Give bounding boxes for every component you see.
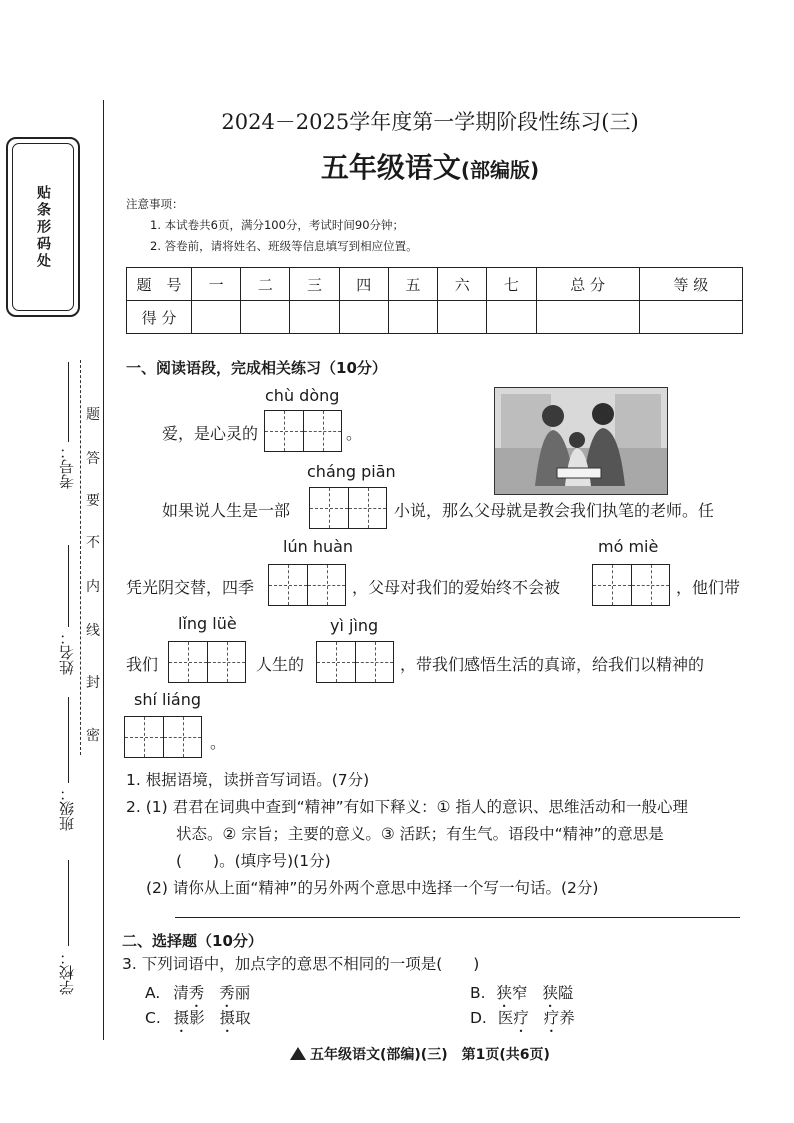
exam-no-field[interactable] (68, 362, 69, 442)
seal-char: 题 (86, 407, 100, 423)
score-header-cell: 一 (192, 268, 241, 301)
class-field[interactable] (68, 697, 69, 783)
family-reading-image (495, 388, 667, 494)
passage-text: 。 (346, 424, 363, 443)
notes (126, 194, 418, 257)
pinyin-ling-lue: lǐng lüè (178, 614, 237, 633)
score-table (126, 267, 743, 334)
class-label: 班级： (58, 786, 76, 831)
score-cell[interactable] (487, 301, 536, 334)
score-cell[interactable] (290, 301, 339, 334)
question-1: 1. 根据语境，读拼音写词语。(7分) (126, 771, 370, 789)
option-a[interactable]: A. 清秀 秀丽 (145, 984, 251, 1002)
score-header-cell: 三 (290, 268, 339, 301)
option-d[interactable]: D. 医疗 疗养 (470, 1009, 575, 1027)
seal-char: 答 (86, 451, 100, 467)
score-cell[interactable] (339, 301, 388, 334)
answer-grid-ling-lue[interactable] (168, 641, 246, 683)
question-2-2: (2) 请你从上面“精神”的另外两个意思中选择一个写一句话。(2分) (146, 879, 599, 897)
option-letter: B. (470, 984, 486, 1002)
score-cell[interactable] (536, 301, 639, 334)
exam-no-label: 考号： (58, 444, 76, 489)
subtitle-main: 五年级语文 (320, 151, 461, 184)
footer-text: 五年级语文(部编)(三) 第1页(共6页) (310, 1047, 550, 1063)
score-header-cell: 题 号 (127, 268, 192, 301)
answer-grid-mo-mie[interactable] (592, 564, 670, 606)
seal-char: 不 (86, 535, 100, 551)
score-cell[interactable] (388, 301, 437, 334)
seal-char: 要 (86, 493, 100, 509)
option-b[interactable]: B. 狭窄 狭隘 (470, 984, 574, 1002)
note-item: 1. 本试卷共6页，满分100分，考试时间90分钟； (150, 218, 405, 232)
passage-text: 人生的 (256, 655, 305, 674)
notes-heading: 注意事项： (126, 197, 184, 211)
passage-text: 爱，是心灵的 (162, 424, 259, 443)
exam-title: 2024－2025学年度第一学期阶段性练习(三) (221, 110, 639, 134)
score-cell[interactable] (241, 301, 290, 334)
score-cell[interactable] (438, 301, 487, 334)
score-cell[interactable] (639, 301, 742, 334)
answer-grid-chang-pian[interactable] (309, 487, 387, 529)
score-table-row (127, 301, 743, 334)
seal-char: 内 (86, 579, 100, 595)
passage-text: ，父母对我们的爱始终不会被 (352, 578, 561, 597)
seal-dashed-line (80, 360, 81, 755)
section1-heading: 一、阅读语段，完成相关练习（10分） (126, 359, 387, 377)
pinyin-chang-pian: cháng piān (307, 462, 396, 481)
barcode-area (6, 137, 80, 317)
school-label: 学校： (58, 950, 76, 995)
school-field[interactable] (68, 860, 69, 946)
seal-char: 封 (86, 675, 100, 691)
section2-heading: 二、选择题（10分） (122, 932, 263, 950)
binding-line (103, 100, 104, 1040)
note-item: 2. 答卷前，请将姓名、班级等信息填写到相应位置。 (150, 239, 418, 253)
question-2-1-cont: 状态。② 宗旨；主要的意义。③ 活跃；有生气。语段中“精神”的意思是 (176, 825, 664, 843)
score-table-header (127, 268, 743, 301)
score-row-label: 得 分 (127, 301, 192, 334)
subtitle-edition: (部编版) (460, 158, 540, 182)
option-letter: D. (470, 1009, 487, 1027)
exam-subtitle (140, 146, 720, 186)
score-header-cell: 等 级 (639, 268, 742, 301)
pinyin-shi-liang: shí liáng (134, 690, 201, 709)
option-letter: C. (145, 1009, 161, 1027)
score-header-cell: 二 (241, 268, 290, 301)
option-c[interactable]: C. 摄影 摄取 (145, 1009, 251, 1027)
seal-char: 密 (86, 728, 100, 744)
answer-grid-yi-jing[interactable] (316, 641, 394, 683)
score-header-cell: 六 (438, 268, 487, 301)
page-footer (290, 1044, 550, 1064)
answer-grid-lun-huan[interactable] (268, 564, 346, 606)
pinyin-mo-mie: mó miè (598, 537, 659, 556)
passage-text: ，带我们感悟生活的真谛，给我们以精神的 (400, 655, 705, 674)
question-2-1-blank: ( )。(填序号)(1分) (176, 852, 331, 870)
score-header-cell: 四 (339, 268, 388, 301)
passage-text: 凭光阴交替，四季 (126, 578, 255, 597)
score-cell[interactable] (192, 301, 241, 334)
passage-text: ，他们带 (676, 578, 741, 597)
pinyin-lun-huan: lún huàn (283, 537, 354, 556)
option-letter: A. (145, 984, 161, 1002)
seal-char: 线 (86, 623, 100, 639)
passage-text: 如果说人生是一部 (162, 501, 291, 520)
question-3: 3. 下列词语中，加点字的意思不相同的一项是( ) (122, 955, 480, 973)
answer-grid-shi-liang[interactable] (124, 716, 202, 758)
score-header-cell: 五 (388, 268, 437, 301)
passage-text: 我们 (126, 655, 159, 674)
passage-text: 小说，那么父母就是教会我们执笔的老师。任 (394, 501, 715, 520)
passage-text: 。 (210, 733, 227, 752)
score-header-cell: 总 分 (536, 268, 639, 301)
pinyin-chu-dong: chù dòng (265, 386, 340, 405)
score-header-cell: 七 (487, 268, 536, 301)
name-field[interactable] (68, 545, 69, 627)
family-reading-illustration (494, 387, 668, 495)
question-2-1: 2. (1) 君君在词典中查到“精神”有如下释义：① 指人的意识、思维活动和一般心理 (126, 798, 688, 816)
name-label: 姓名： (58, 630, 76, 675)
pinyin-yi-jing: yì jìng (330, 616, 379, 635)
answer-line[interactable] (175, 917, 740, 918)
barcode-label: 贴条形码处 (35, 184, 51, 270)
publisher-logo-icon (290, 1047, 306, 1060)
answer-grid-chu-dong[interactable] (264, 410, 342, 452)
